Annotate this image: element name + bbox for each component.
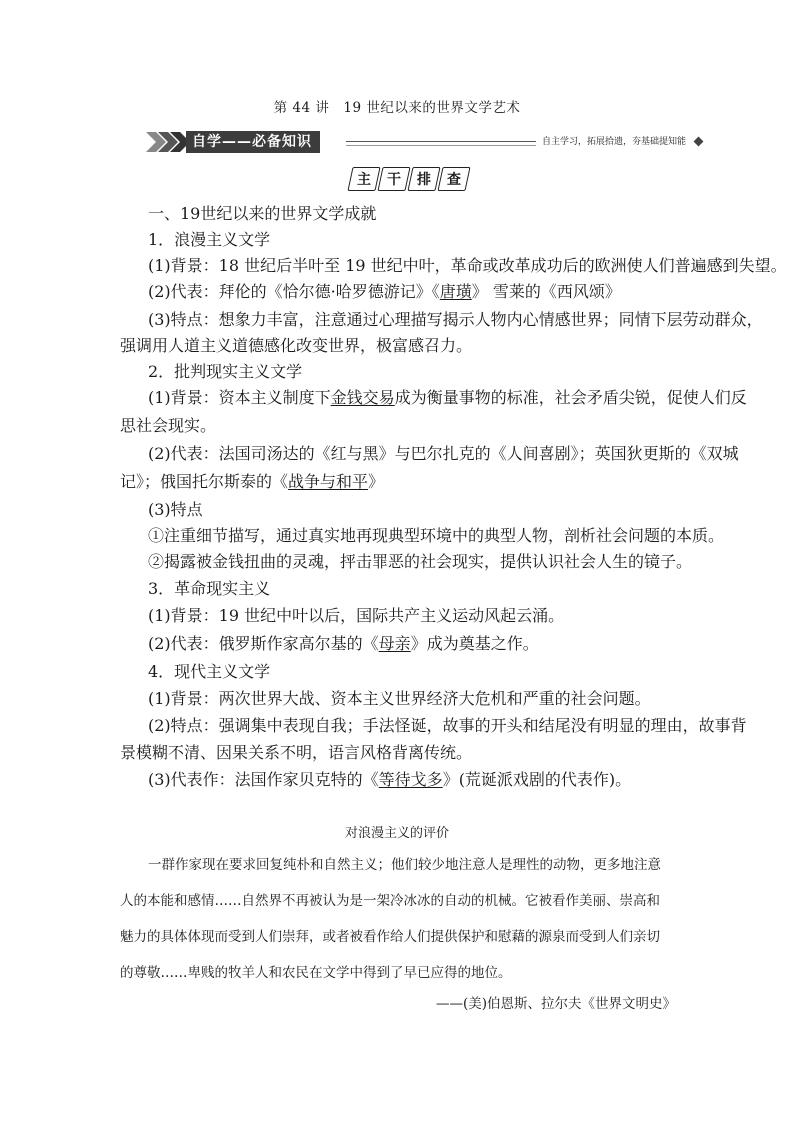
modernism-features-line1: (2)特点：强调集中表现自我；手法怪诞，故事的开头和结尾没有明显的理由，故事背 xyxy=(148,716,747,735)
quote-line-1: 一群作家现在要求回复纯朴和自然主义；他们较少地注意人是理性的动物，更多地注意 xyxy=(148,857,661,873)
diamond-icon xyxy=(694,137,704,147)
quote-line-4: 的尊敬……卑贱的牧羊人和农民在文学中得到了早已应得的地位。 xyxy=(120,965,512,981)
heading-box: 查 xyxy=(437,167,470,191)
subsection-heading-romanticism: 1．浪漫主义文学 xyxy=(148,230,271,249)
quote-line-3: 魅力的具体体现而受到人们崇拜，或者被看作给人们提供保护和慰藉的源泉而受到人们亲切 xyxy=(120,929,660,945)
modernism-representative: (3)代表作：法国作家贝克特的《等待戈多》(荒诞派戏剧的代表作)。 xyxy=(148,770,632,789)
romanticism-background: (1)背景：18 世纪后半叶至 19 世纪中叶，革命或改革成功后的欧洲使人们普遍感到失望。 xyxy=(148,256,787,275)
section-banner xyxy=(146,128,708,156)
main-heading: 一、19世纪以来的世界文学成就 xyxy=(148,204,377,223)
heading-box: 干 xyxy=(377,167,410,191)
subsection-heading-modernism: 4．现代主义文学 xyxy=(148,662,271,681)
revolutionary-realism-representative: (2)代表：俄罗斯作家高尔基的《母亲》成为奠基之作。 xyxy=(148,634,539,653)
modernism-features-line2: 景模糊不清、因果关系不明，语言风格背离传统。 xyxy=(120,743,473,762)
section-heading-boxes xyxy=(350,167,468,193)
lesson-title: 第 44 讲 19 世纪以来的世界文学艺术 xyxy=(273,100,521,116)
chevron-arrows-icon xyxy=(146,128,190,156)
banner-tagline: 自主学习，拓展拾遗，夯基础提知能 xyxy=(536,134,686,147)
quote-line-2: 人的本能和感情……自然界不再被认为是一架冷冰冰的自动的机械。它被看作美丽、崇高和 xyxy=(120,893,660,909)
revolutionary-realism-background: (1)背景：19 世纪中叶以后，国际共产主义运动风起云涌。 xyxy=(148,606,565,625)
banner-label: 自学——必备知识 xyxy=(186,131,320,153)
romanticism-features-line2: 强调用人道主义道德感化改变世界，极富感召力。 xyxy=(120,336,473,355)
critical-realism-feature-2: ②揭露被金钱扭曲的灵魂，抨击罪恶的社会现实，提供认识社会人生的镜子。 xyxy=(148,552,693,571)
heading-box: 主 xyxy=(347,167,380,191)
subsection-heading-revolutionary-realism: 3．革命现实主义 xyxy=(148,579,271,598)
heading-box: 排 xyxy=(407,167,440,191)
romanticism-representatives: (2)代表：拜伦的《恰尔德·哈罗德游记》《唐璜》 雪莱的《西风颂》 xyxy=(148,282,621,301)
critical-realism-feature-1: ①注重细节描写，通过真实地再现典型环境中的典型人物，剖析社会问题的本质。 xyxy=(148,526,725,545)
subsection-heading-critical-realism: 2．批判现实主义文学 xyxy=(148,362,303,381)
critical-realism-background-line2: 思社会现实。 xyxy=(120,416,217,435)
quote-attribution: ——(美)伯恩斯、拉尔夫《世界文明史》 xyxy=(435,996,676,1012)
critical-realism-background-line1: (1)背景：资本主义制度下金钱交易成为衡量事物的标准，社会矛盾尖锐，促使人们反 xyxy=(148,388,747,407)
critical-realism-features-heading: (3)特点 xyxy=(148,500,203,519)
romanticism-features-line1: (3)特点：想象力丰富，注意通过心理描写揭示人物内心情感世界；同情下层劳动群众， xyxy=(148,310,763,329)
critical-realism-representatives-line2: 记》；俄国托尔斯泰的《战争与和平》 xyxy=(120,472,385,491)
quote-title: 对浪漫主义的评价 xyxy=(344,826,449,841)
critical-realism-representatives-line1: (2)代表：法国司汤达的《红与黑》与巴尔扎克的《人间喜剧》；英国狄更斯的《双城 xyxy=(148,444,739,463)
modernism-background: (1)背景：两次世界大战、资本主义世界经济大危机和严重的社会问题。 xyxy=(148,689,651,708)
